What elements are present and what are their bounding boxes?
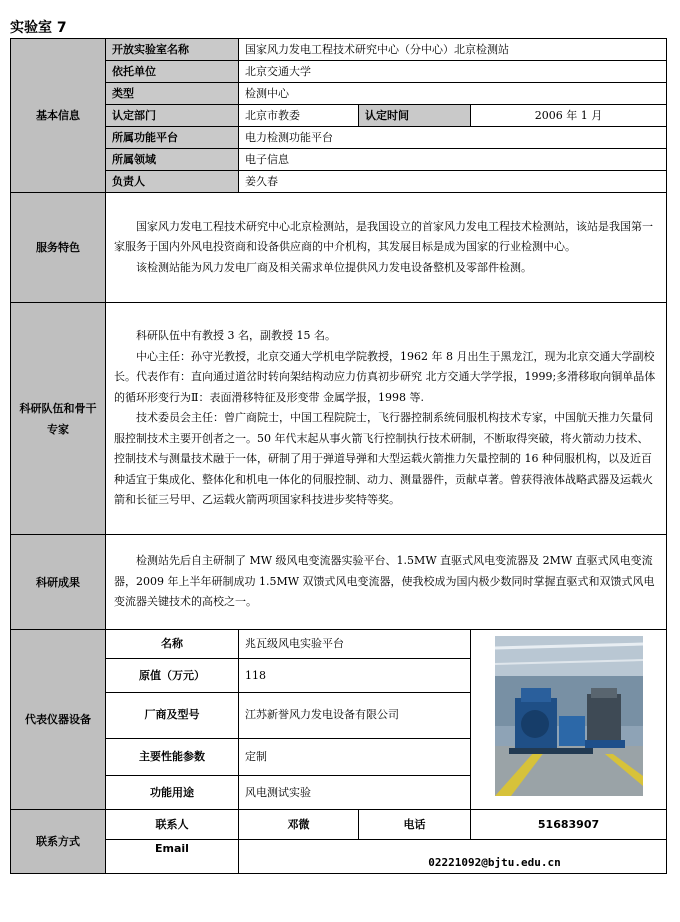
approval-time-label: 认定时间 xyxy=(359,105,471,127)
section-team: 科研队伍和骨干专家 xyxy=(11,303,106,535)
host-unit-label: 依托单位 xyxy=(106,61,239,83)
service-text xyxy=(106,193,667,303)
contact-person-label: 联系人 xyxy=(106,810,239,840)
lab-title: 实验室 7 xyxy=(10,20,67,36)
contact-phone-label: 电话 xyxy=(359,810,471,840)
instrument-photo xyxy=(495,636,643,796)
instrument-price-value: 118 xyxy=(239,659,471,692)
contact-person-value: 邓微 xyxy=(239,810,359,840)
instrument-use-value: 风电测试实验 xyxy=(239,776,471,810)
lab-name-label: 开放实验室名称 xyxy=(106,39,239,61)
field-value: 电子信息 xyxy=(239,149,667,171)
type-value: 检测中心 xyxy=(239,83,667,105)
results-paragraph-1: 检测站先后自主研制了 MW 级风电变流器实验平台、1.5MW 直驱式风电变流器及 2MW 直驱式风电变流器，2009 年上半年研制成功 1.5MW 双馈式风电变流器，使我校成为国内极少数同时掌握直驱式和双馈式风电变流器关键技术的高校之一。 xyxy=(114,554,655,609)
section-contact: 联系方式 xyxy=(11,810,106,874)
lab-name-value: 国家风力发电工程技术研究中心（分中心）北京检测站 xyxy=(239,39,667,61)
instrument-performance-value: 定制 xyxy=(239,738,471,776)
service-paragraph-1: 国家风力发电工程技术研究中心北京检测站，是我国设立的首家风力发电工程技术检测站，该站是我国第一家服务于国内外风电投资商和设备供应商的中介机构，其发展目标是成为国家的行业检测中心。 xyxy=(114,219,653,254)
head-value: 姜久春 xyxy=(239,171,667,193)
platform-label: 所属功能平台 xyxy=(106,127,239,149)
approval-dept-label: 认定部门 xyxy=(106,105,239,127)
instrument-maker-value: 江苏新誉风力发电设备有限公司 xyxy=(239,692,471,738)
type-label: 类型 xyxy=(106,83,239,105)
wind-test-platform-photo xyxy=(495,636,643,796)
instrument-use-label: 功能用途 xyxy=(106,776,239,810)
results-text xyxy=(106,535,667,630)
field-label: 所属领域 xyxy=(106,149,239,171)
instrument-photo-cell xyxy=(471,630,667,810)
lab-info-table xyxy=(10,38,667,874)
instrument-price-label: 原值（万元） xyxy=(106,659,239,692)
host-unit-value: 北京交通大学 xyxy=(239,61,667,83)
section-instrument: 代表仪器设备 xyxy=(11,630,106,810)
team-paragraph-1: 科研队伍中有教授 3 名，副教授 15 名。 xyxy=(136,329,336,343)
instrument-maker-label: 厂商及型号 xyxy=(106,692,239,738)
service-paragraph-2: 该检测站能为风力发电厂商及相关需求单位提供风力发电设备整机及零部件检测。 xyxy=(136,260,532,274)
section-basic-info: 基本信息 xyxy=(11,39,106,193)
head-label: 负责人 xyxy=(106,171,239,193)
instrument-name-label: 名称 xyxy=(106,630,239,659)
instrument-name-value: 兆瓦级风电实验平台 xyxy=(239,630,471,659)
contact-email-label: Email xyxy=(106,840,239,874)
section-service: 服务特色 xyxy=(11,193,106,303)
instrument-performance-label: 主要性能参数 xyxy=(106,738,239,776)
section-results: 科研成果 xyxy=(11,535,106,630)
approval-time-value: 2006 年 1 月 xyxy=(471,105,667,127)
contact-phone-value: 51683907 xyxy=(471,810,667,840)
team-paragraph-3: 技术委员会主任：曾广商院士，中国工程院院士，飞行器控制系统伺服机构技术专家，中国航天推力矢量伺服控制技术主要开创者之一。50 年代末起从事火箭飞行控制执行技术研制，不断取得突破，将火箭动力技术、控制技术与测量技术融于一体，研制了用于弹道导弹和大型运载火箭推力矢量控制的 16 种伺服机构，以及近百种适宜于集成化、整体化和机电一体化的伺服控制、动力、测量器件，贡献卓著。曾获得液体战略武器及运载火箭和长征三号甲、乙运载火箭两项国家科技进步奖特等奖。 xyxy=(114,411,653,507)
contact-email-value[interactable]: 02221092@bjtu.edu.cn xyxy=(239,840,667,874)
team-paragraph-2: 中心主任：孙守光教授，北京交通大学机电学院教授，1962 年 8 月出生于黑龙江，现为北京交通大学副校长。代表作有：直向通过道岔时转向架结构动应力仿真初步研究 北方交通大学学报，1999;多滑移取向铜单晶体的循环形变行为Ⅱ：表面滑移特征及形变带 金属学报，1998 等. xyxy=(114,349,656,404)
platform-value: 电力检测功能平台 xyxy=(239,127,667,149)
team-text xyxy=(106,303,667,535)
approval-dept-value: 北京市教委 xyxy=(239,105,359,127)
